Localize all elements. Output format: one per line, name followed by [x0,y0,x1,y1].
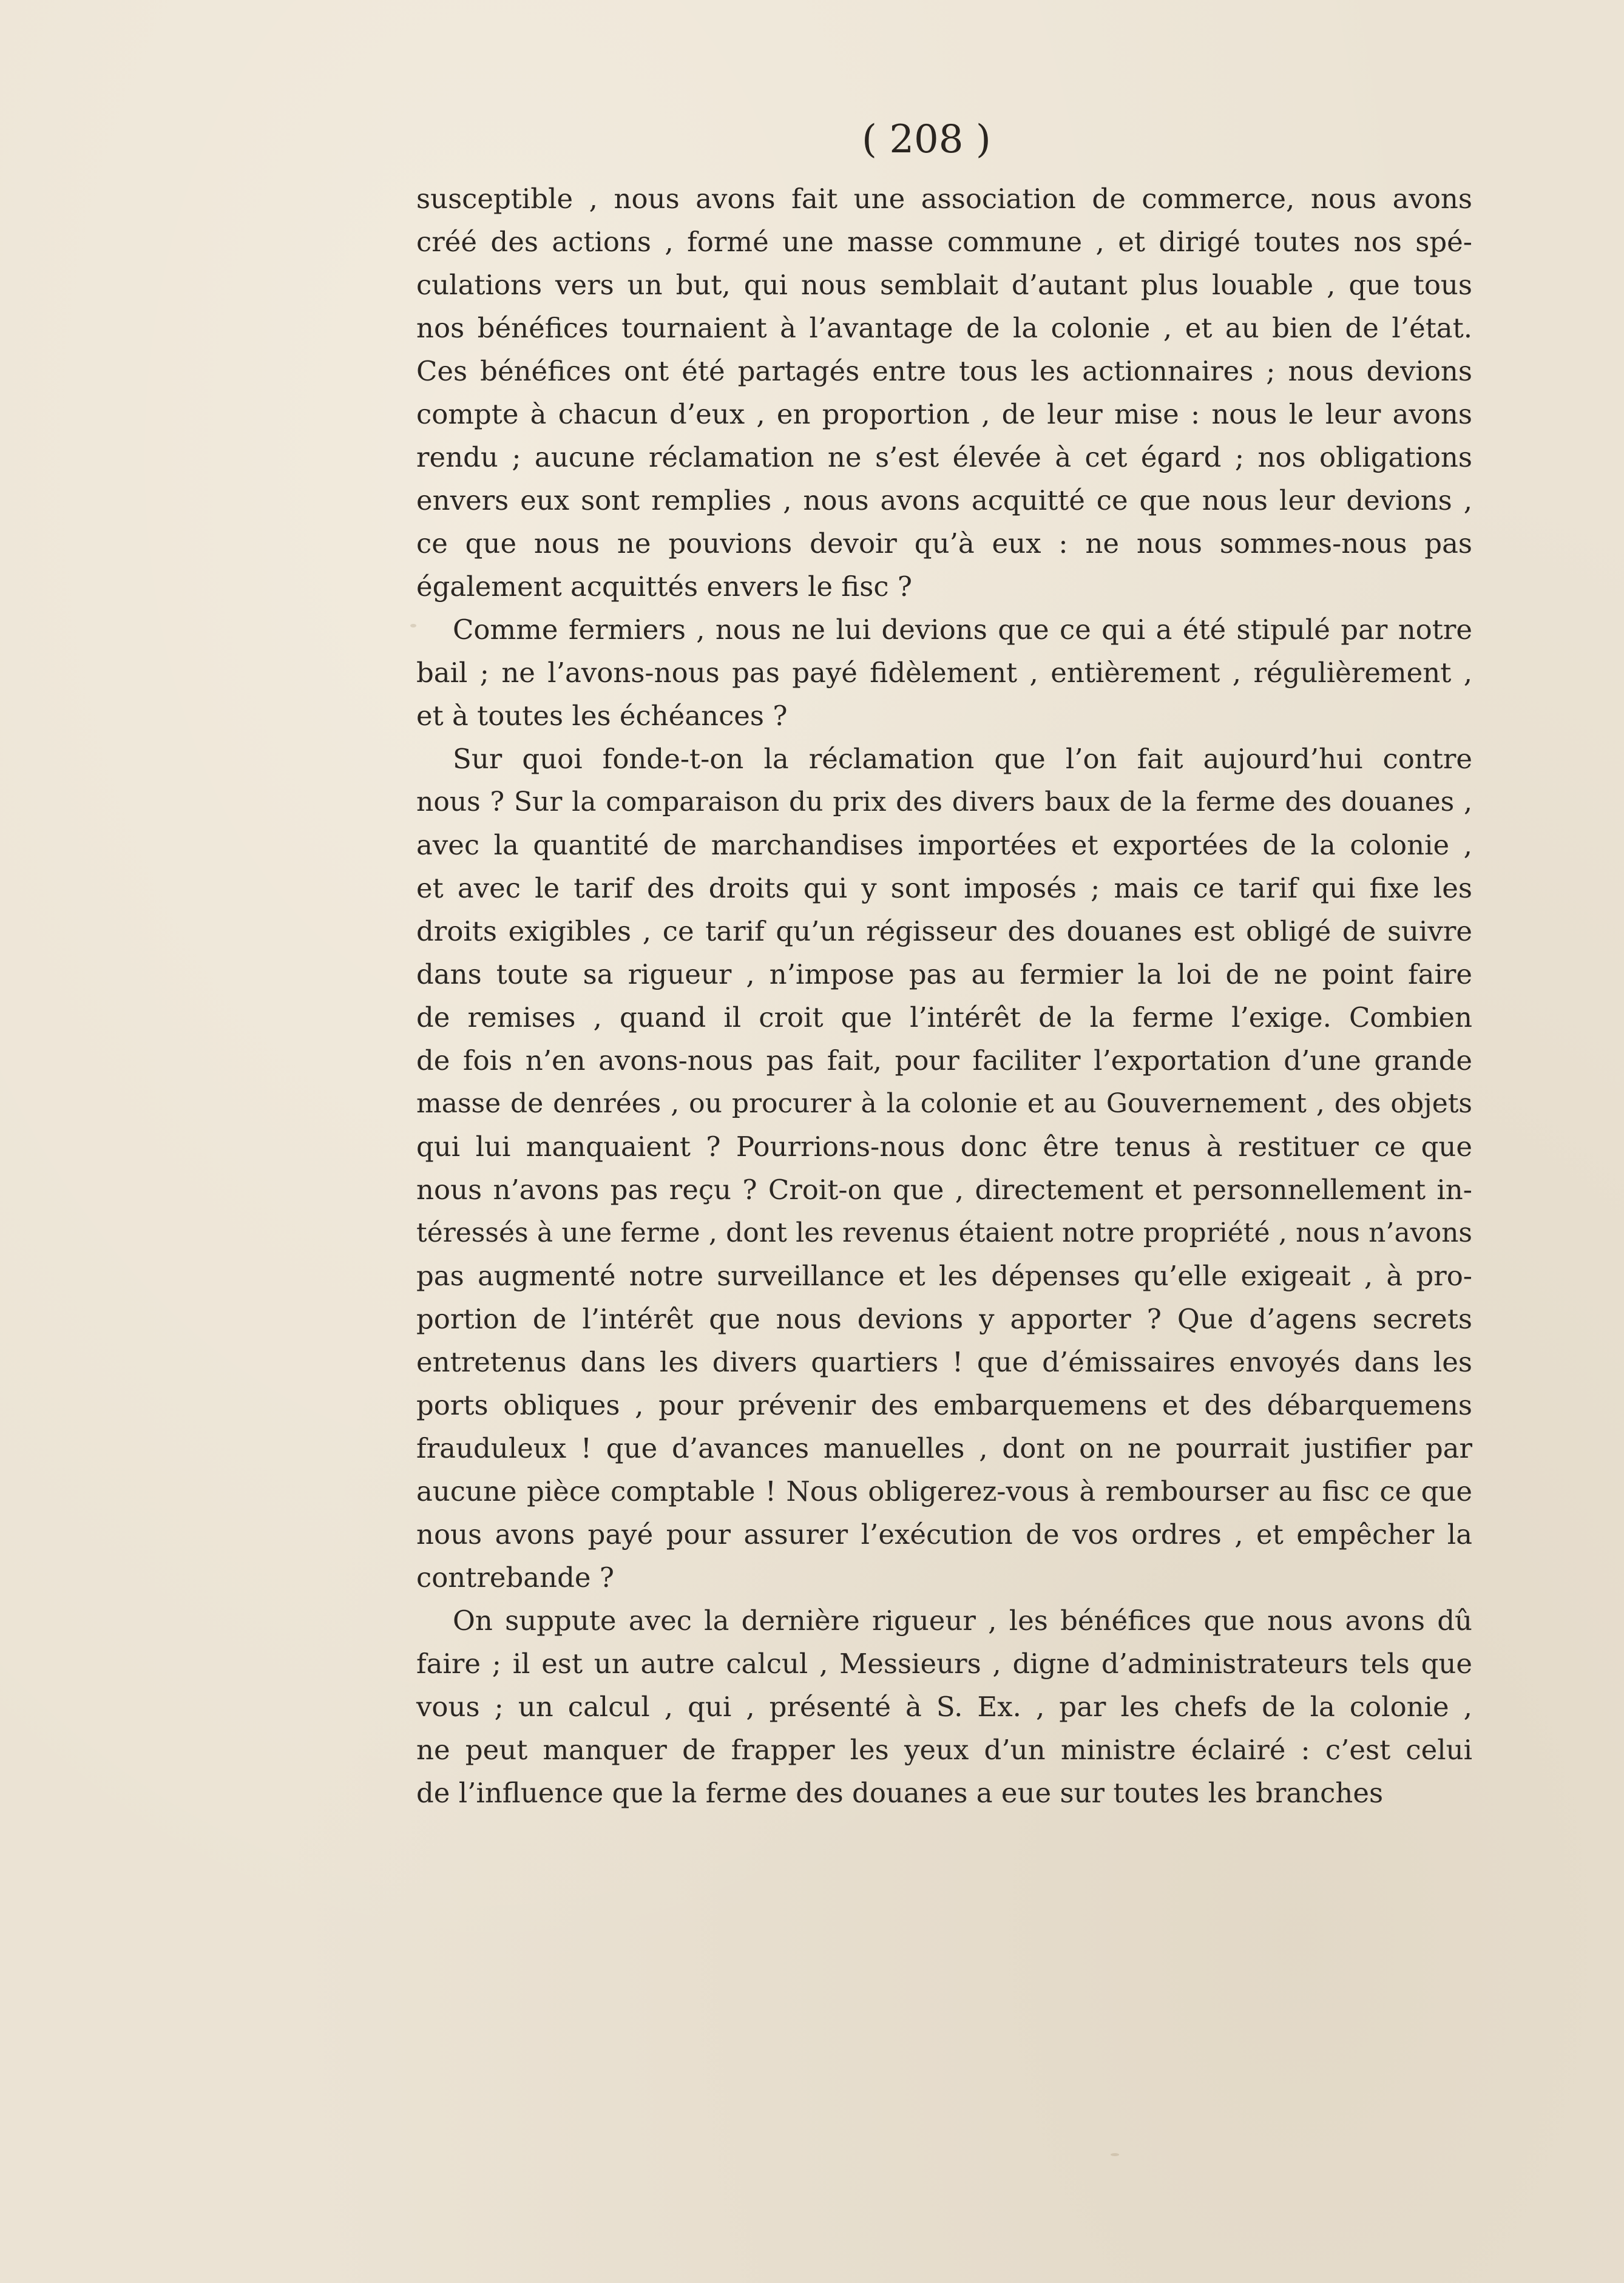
text-line: avec la quantité de marchandises importées et exportées de la colonie , [416,829,1472,861]
text-line: contrebande ? [416,1561,614,1594]
paper-stain [1111,2153,1119,2156]
text-line: de remises , quand il croit que l’intérêt de la ferme l’exige. Combien [416,1001,1472,1033]
text-line: envers eux sont remplies , nous avons acquitté ce que nous leur devions , [416,484,1472,516]
text-line: nous n’avons pas reçu ? Croit-on que , directement et personnellement in- [416,1174,1472,1206]
text-line: créé des actions , formé une masse commune , et dirigé toutes nos spé- [416,226,1472,258]
text-line: ports obliques , pour prévenir des embarquemens et des débarquemens [416,1389,1472,1421]
text-line: entretenus dans les divers quartiers ! que d’émissaires envoyés dans les [416,1346,1472,1378]
text-line: et à toutes les échéances ? [416,700,788,732]
text-line: Ces bénéfices ont été partagés entre tous les actionnaires ; nous devions [416,355,1472,387]
text-line: vous ; un calcul , qui , présenté à S. Ex. , par les chefs de la colonie , [416,1691,1472,1723]
text-line: nous avons payé pour assurer l’exécution de vos ordres , et empêcher la [416,1518,1472,1551]
text-line: ne peut manquer de frapper les yeux d’un ministre éclairé : c’est celui [416,1734,1472,1766]
text-line: frauduleux ! que d’avances manuelles , dont on ne pourrait justifier par [416,1432,1472,1464]
text-line: de l’influence que la ferme des douanes a eue sur toutes les branches [416,1777,1384,1809]
text-line: droits exigibles , ce tarif qu’un régisseur des douanes est obligé de suivre [416,915,1472,947]
text-line: et avec le tarif des droits qui y sont imposés ; mais ce tarif qui fixe les [416,872,1472,904]
text-line: bail ; ne l’avons-nous pas payé fidèlement , entièrement , régulièrement , [416,657,1472,689]
text-line: portion de l’intérêt que nous devions y apporter ? Que d’agens secrets [416,1303,1472,1335]
text-line: faire ; il est un autre calcul , Messieurs , digne d’administrateurs tels que [416,1648,1472,1680]
text-line: pas augmenté notre surveillance et les dépenses qu’elle exigeait , à pro- [416,1260,1472,1292]
text-line: dans toute sa rigueur , n’impose pas au fermier la loi de ne point faire [416,958,1472,990]
text-line: Sur quoi fonde-t-on la réclamation que l’on fait aujourd’hui contre [453,743,1472,775]
text-line: Comme fermiers , nous ne lui devions que ce qui a été stipulé par notre [453,614,1472,646]
text-line: qui lui manquaient ? Pourrions-nous donc être tenus à restituer ce que [416,1131,1472,1163]
text-line: nos bénéfices tournaient à l’avantage de la colonie , et au bien de l’état. [416,312,1472,344]
text-line: ce que nous ne pouvions devoir qu’à eux : ne nous sommes-nous pas [416,527,1472,560]
text-line: téressés à une ferme , dont les revenus étaient notre propriété , nous n’avons [416,1217,1472,1248]
text-line: nous ? Sur la comparaison du prix des divers baux de la ferme des douanes , [416,786,1472,817]
paper-stain [410,624,416,627]
text-line: masse de denrées , ou procurer à la colonie et au Gouvernement , des objets [416,1088,1472,1119]
body-text [416,177,1472,1815]
text-line: de fois n’en avons-nous pas fait, pour faciliter l’exportation d’une grande [416,1044,1472,1077]
text-line: On suppute avec la dernière rigueur , les bénéfices que nous avons dû [453,1605,1472,1637]
text-line: aucune pièce comptable ! Nous obligerez-vous à rembourser au fisc ce que [416,1475,1472,1507]
page-number: ( 208 ) [862,117,991,162]
text-line: rendu ; aucune réclamation ne s’est élevée à cet égard ; nos obligations [416,441,1472,473]
text-line: culations vers un but, qui nous semblait d’autant plus louable , que tous [416,269,1472,301]
text-line: également acquittés envers le fisc ? [416,570,913,603]
text-line: compte à chacun d’eux , en proportion , de leur mise : nous le leur avons [416,398,1472,430]
text-line: susceptible , nous avons fait une association de commerce, nous avons [416,183,1472,215]
